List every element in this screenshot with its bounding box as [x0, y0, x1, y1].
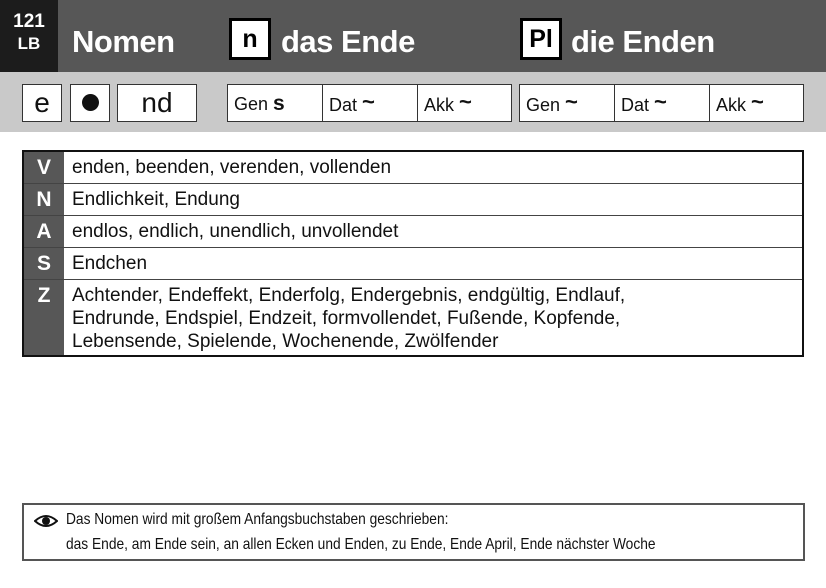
case-sg-dat	[322, 84, 418, 122]
lesson-number: 121	[13, 11, 45, 32]
row-value: endlos, endlich, unendlich, unvollendet	[72, 221, 399, 242]
case-label: Akk	[424, 95, 455, 115]
row-verbs	[24, 152, 802, 184]
gender-badge: n	[229, 18, 271, 60]
case-ending: ~	[459, 89, 472, 114]
row-nouns	[24, 184, 802, 216]
note-line-2: das Ende, am Ende sein, an allen Ecken und Enden, zu Ende, Ende April, Ende nächster Woche	[66, 536, 656, 553]
row-adjectives	[24, 216, 802, 248]
eye-icon	[34, 514, 58, 528]
case-label: Dat	[329, 95, 358, 115]
row-value	[64, 280, 625, 355]
plural-form: die Enden	[571, 24, 715, 59]
case-label: Gen	[526, 95, 561, 115]
row-value: Endlichkeit, Endung	[72, 189, 240, 210]
row-value: Endchen	[72, 253, 148, 274]
case-ending: ~	[362, 89, 375, 114]
note-box	[22, 503, 805, 561]
case-ending: ~	[751, 89, 764, 114]
row-key: V	[24, 152, 64, 183]
case-pl-dat	[614, 84, 710, 122]
singular-form: das Ende	[281, 24, 415, 59]
case-sg-akk	[417, 84, 512, 122]
compound-line: Achtender, Endeffekt, Enderfolg, Endergebnis, endgültig, Endlauf,	[72, 285, 626, 306]
case-sg-gen	[227, 84, 323, 122]
case-ending: s	[273, 92, 285, 115]
row-compounds	[24, 280, 802, 355]
row-key: Z	[24, 280, 64, 355]
ending-part-dot	[70, 84, 110, 122]
case-pl-gen	[519, 84, 615, 122]
lesson-code: LB	[17, 34, 41, 53]
lesson-number-box	[0, 0, 58, 72]
ending-part-nd: nd	[117, 84, 197, 122]
compound-line: Lebensende, Spielende, Wochenende, Zwölfender	[72, 331, 499, 352]
ending-part-e: e	[22, 84, 62, 122]
dot-icon	[82, 94, 99, 111]
row-key: N	[24, 184, 64, 215]
row-key: S	[24, 248, 64, 279]
case-ending: ~	[654, 89, 667, 114]
case-label: Akk	[716, 95, 747, 115]
row-value: enden, beenden, verenden, vollenden	[72, 157, 392, 178]
note-line-1: Das Nomen wird mit großem Anfangsbuchstaben geschrieben:	[66, 511, 449, 528]
case-ending: ~	[565, 89, 578, 114]
page-title: Nomen	[72, 24, 175, 59]
case-pl-akk	[709, 84, 804, 122]
word-family-table	[22, 150, 804, 357]
plural-badge: Pl	[520, 18, 562, 60]
case-label: Dat	[621, 95, 650, 115]
case-label: Gen	[234, 94, 269, 114]
compound-line: Endrunde, Endspiel, Endzeit, formvollendet, Fußende, Kopfende,	[72, 308, 621, 329]
row-key: A	[24, 216, 64, 247]
row-diminutive	[24, 248, 802, 280]
